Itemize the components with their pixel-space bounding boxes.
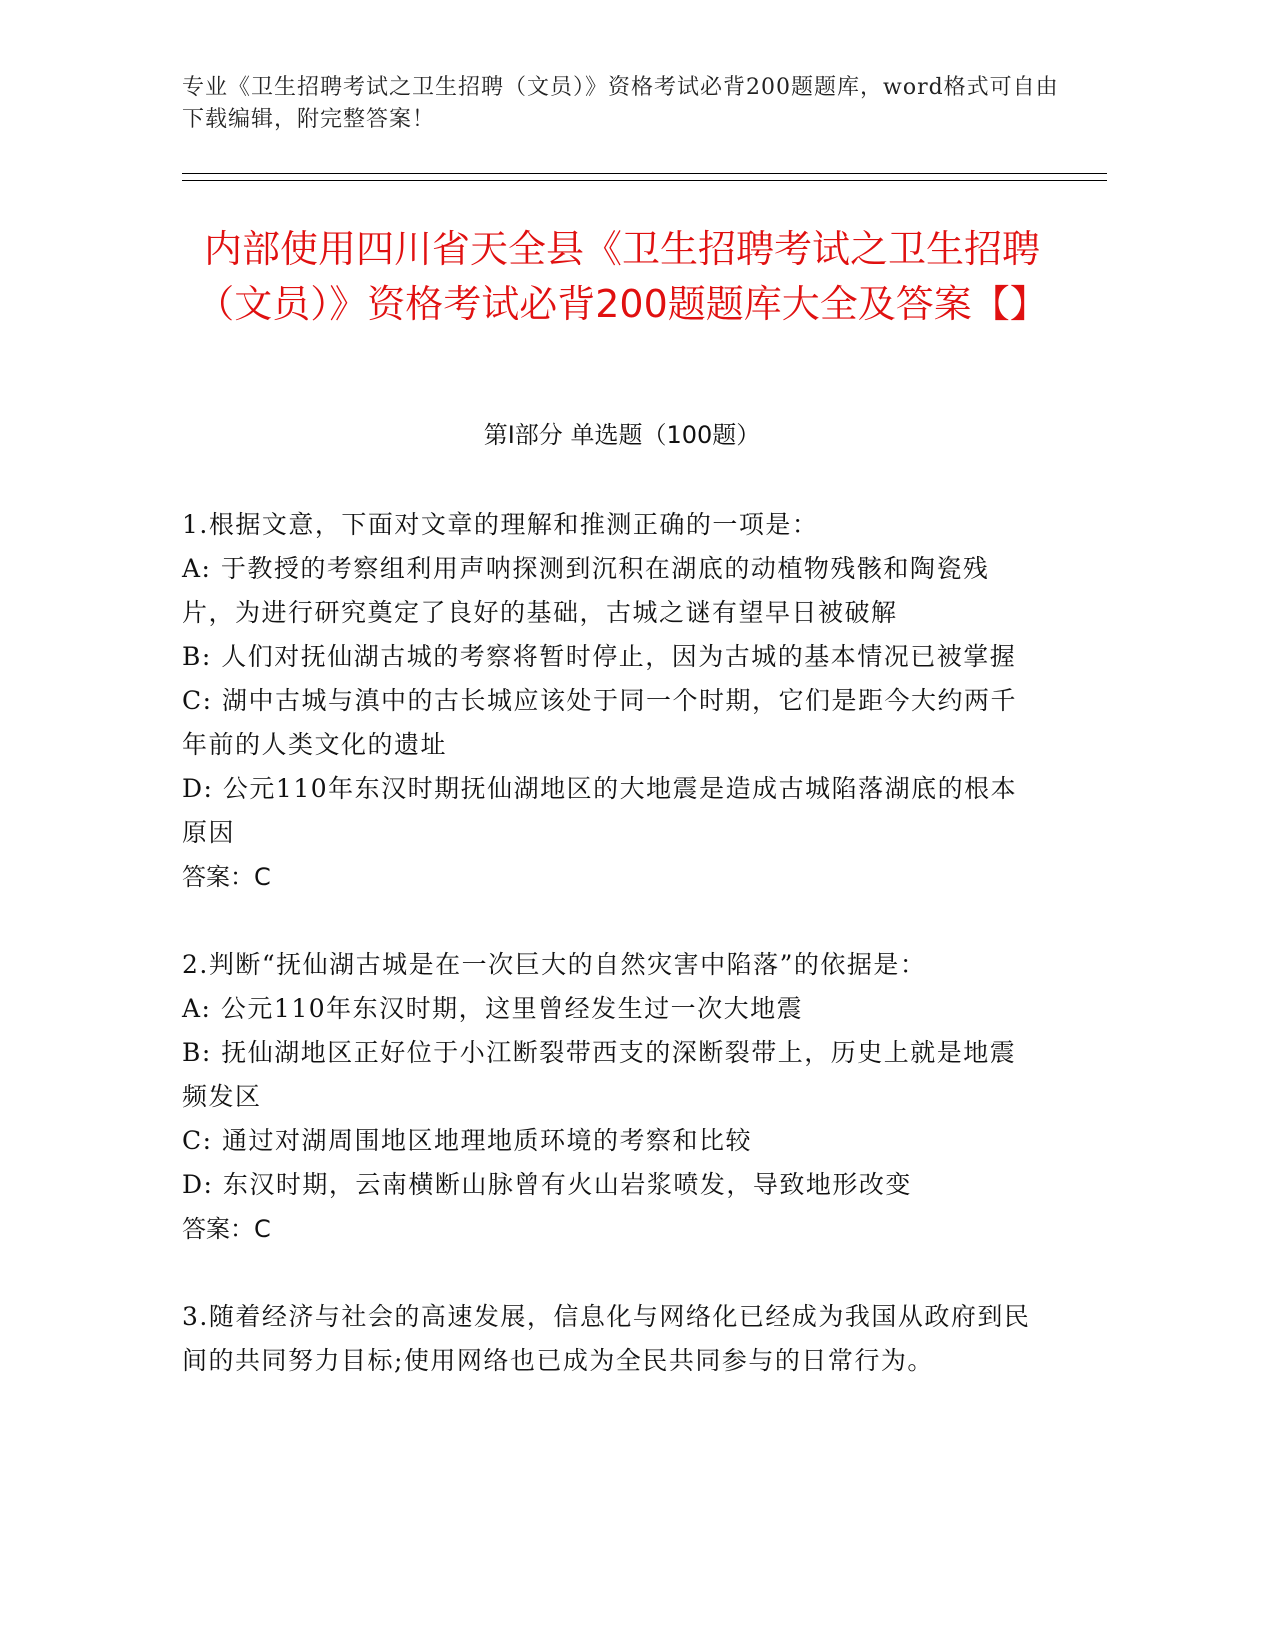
question-stem: 2.判断“抚仙湖古城是在一次巨大的自然灾害中陷落”的依据是：	[182, 950, 927, 979]
header-rule-bottom	[182, 180, 1107, 181]
question-1	[182, 503, 1042, 899]
question-stem: 1.根据文意，下面对文章的理解和推测正确的一项是：	[182, 510, 819, 539]
answer-line: 答案：C	[182, 863, 271, 891]
question-list	[182, 503, 1042, 1427]
option-c: C: 通过对湖周围地区地理地质环境的考察和比较	[182, 1126, 752, 1155]
section-title: 第I部分 单选题（100题）	[483, 421, 761, 449]
question-3	[182, 1295, 1042, 1383]
option-b: B: 人们对抚仙湖古城的考察将暂时停止，因为古城的基本情况已被掌握	[182, 642, 1017, 671]
header-note: 专业《卫生招聘考试之卫生招聘（文员）》资格考试必背200题题库，word格式可自由下载编辑，附完整答案！	[182, 75, 1059, 132]
option-c: C: 湖中古城与滇中的古长城应该处于同一个时期，它们是距今大约两千年前的人类文化的遗址	[182, 686, 1018, 759]
option-d: D: 东汉时期，云南横断山脉曾有火山岩浆喷发，导致地形改变	[182, 1170, 912, 1199]
option-d: D: 公元110年东汉时期抚仙湖地区的大地震是造成古城陷落湖底的根本原因	[182, 774, 1018, 847]
question-2	[182, 943, 1042, 1251]
document-title: 内部使用四川省天全县《卫生招聘考试之卫生招聘（文员）》资格考试必背200题题库大全及答案【】	[196, 227, 1048, 326]
option-a: A: 于教授的考察组利用声呐探测到沉积在湖底的动植物残骸和陶瓷残片，为进行研究奠定了良好的基础，古城之谜有望早日被破解	[182, 554, 990, 627]
option-b: B: 抚仙湖地区正好位于小江断裂带西支的深断裂带上，历史上就是地震频发区	[182, 1038, 1017, 1111]
option-a: A: 公元110年东汉时期，这里曾经发生过一次大地震	[182, 994, 804, 1023]
header-rule-top	[182, 173, 1107, 174]
question-stem: 3.随着经济与社会的高速发展，信息化与网络化已经成为我国从政府到民间的共同努力目标;使用网络也已成为全民共同参与的日常行为。	[182, 1302, 1031, 1375]
answer-line: 答案：C	[182, 1215, 271, 1243]
